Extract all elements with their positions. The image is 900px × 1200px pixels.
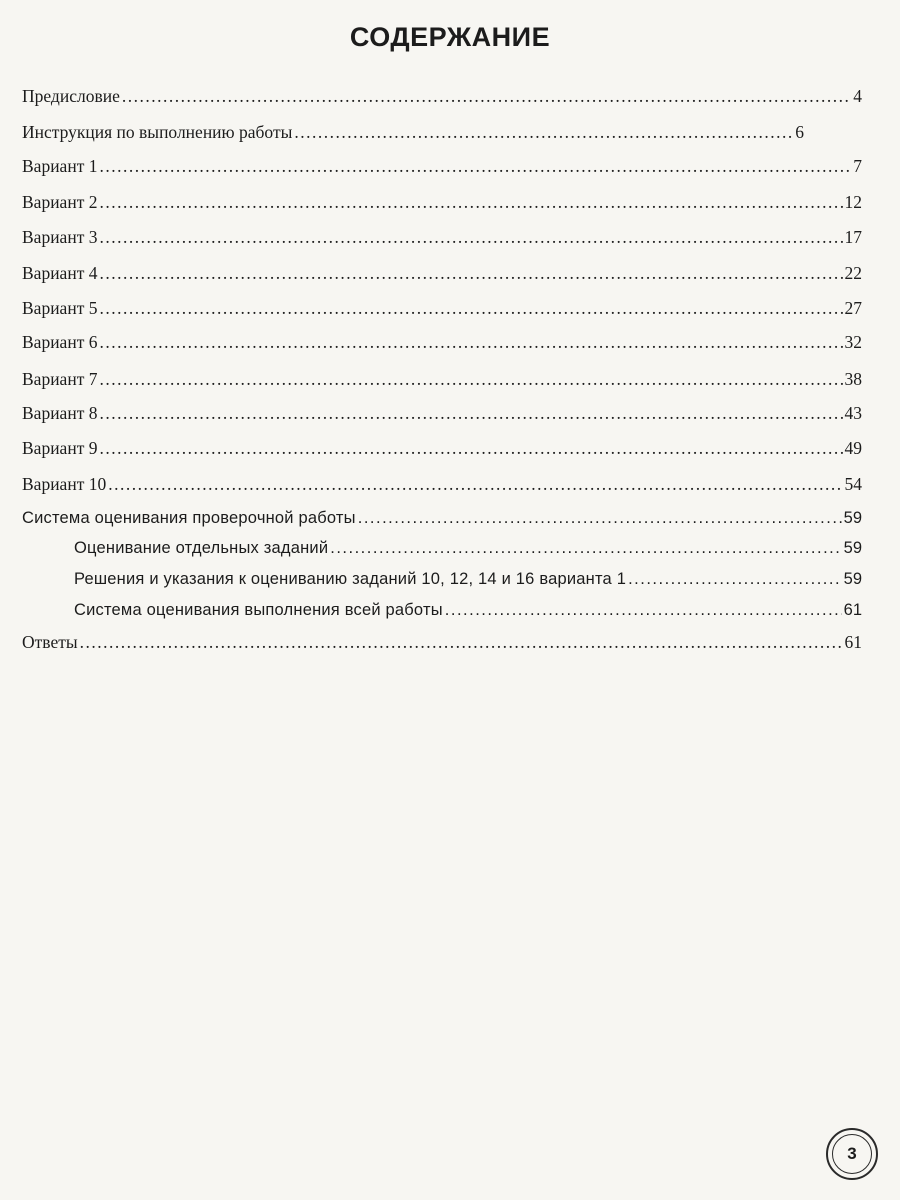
toc-item-label: Вариант 5 [22, 298, 98, 318]
dot-leader [99, 192, 842, 212]
toc-item-label: Вариант 3 [22, 227, 98, 247]
toc-item-page: 59 [843, 509, 862, 527]
toc-item-label: Решения и указания к оцениванию заданий 10, 12, 14 и 16 варианта 1 [74, 570, 627, 588]
toc-item-whole-work-grading[interactable] [22, 600, 862, 620]
toc-item-label: Система оценивания выполнения всей работы [74, 601, 443, 619]
toc-item-page: 59 [843, 539, 862, 557]
toc-item-page: 17 [844, 227, 862, 247]
toc-item-page: 49 [844, 438, 862, 458]
toc-item-page: 12 [844, 192, 862, 212]
toc-item-label: Вариант 9 [22, 438, 98, 458]
toc-item-label: Вариант 2 [22, 192, 98, 212]
toc-item-variant-10[interactable] [22, 474, 862, 494]
page-number: 3 [832, 1134, 872, 1174]
dot-leader [99, 298, 842, 318]
toc-item-label: Ответы [22, 632, 78, 652]
toc-item-variant-9[interactable] [22, 438, 862, 458]
toc-item-label: Система оценивания проверочной работы [22, 509, 356, 527]
dot-leader [99, 227, 842, 247]
toc-item-page: 4 [853, 86, 862, 106]
dot-leader [445, 600, 842, 620]
page-number-badge [826, 1128, 878, 1180]
toc-item-label: Вариант 6 [22, 332, 98, 352]
toc-item-variant-6[interactable] [22, 332, 862, 352]
dot-leader [358, 508, 842, 528]
toc-item-variant-7[interactable] [22, 369, 862, 389]
dot-leader [108, 474, 842, 494]
toc-item-grading-system[interactable] [22, 508, 862, 528]
dot-leader [99, 438, 842, 458]
toc-item-label: Инструкция по выполнению работы [22, 122, 293, 142]
dot-leader [99, 369, 842, 389]
toc-item-label: Оценивание отдельных заданий [74, 539, 329, 557]
toc-item-page: 61 [843, 601, 862, 619]
toc-item-variant-1[interactable] [22, 156, 862, 176]
toc-item-variant-2[interactable] [22, 192, 862, 212]
toc-item-variant-3[interactable] [22, 227, 862, 247]
toc-item-variant-5[interactable] [22, 298, 862, 318]
toc-item-individual-tasks[interactable] [22, 538, 862, 558]
toc-item-page: 6 [795, 122, 804, 142]
toc-item-preface[interactable] [22, 86, 862, 106]
toc-item-solutions-variant-1[interactable] [22, 569, 862, 589]
toc-item-page: 22 [844, 263, 862, 283]
toc-item-page: 54 [844, 474, 862, 494]
page-title: СОДЕРЖАНИЕ [349, 22, 551, 52]
dot-leader [99, 403, 842, 423]
toc-item-instructions[interactable] [22, 122, 804, 142]
toc-item-page: 32 [844, 332, 862, 352]
toc-item-label: Вариант 10 [22, 474, 107, 494]
toc-item-answers[interactable] [22, 632, 862, 652]
toc-item-page: 27 [844, 298, 862, 318]
toc-item-variant-4[interactable] [22, 263, 862, 283]
toc-item-label: Вариант 8 [22, 403, 98, 423]
toc-item-page: 38 [844, 369, 862, 389]
toc-item-label: Предисловие [22, 86, 120, 106]
toc-item-page: 61 [844, 632, 862, 652]
dot-leader [80, 632, 843, 652]
dot-leader [628, 569, 842, 589]
toc-item-label: Вариант 1 [22, 156, 98, 176]
dot-leader [330, 538, 841, 558]
dot-leader [294, 122, 793, 142]
toc-item-label: Вариант 7 [22, 369, 98, 389]
toc-item-page: 7 [853, 156, 862, 176]
toc-item-label: Вариант 4 [22, 263, 98, 283]
toc-item-page: 43 [844, 403, 862, 423]
dot-leader [122, 86, 851, 106]
dot-leader [99, 156, 851, 176]
dot-leader [99, 332, 842, 352]
dot-leader [99, 263, 842, 283]
toc-item-page: 59 [843, 570, 862, 588]
toc-item-variant-8[interactable] [22, 403, 862, 423]
